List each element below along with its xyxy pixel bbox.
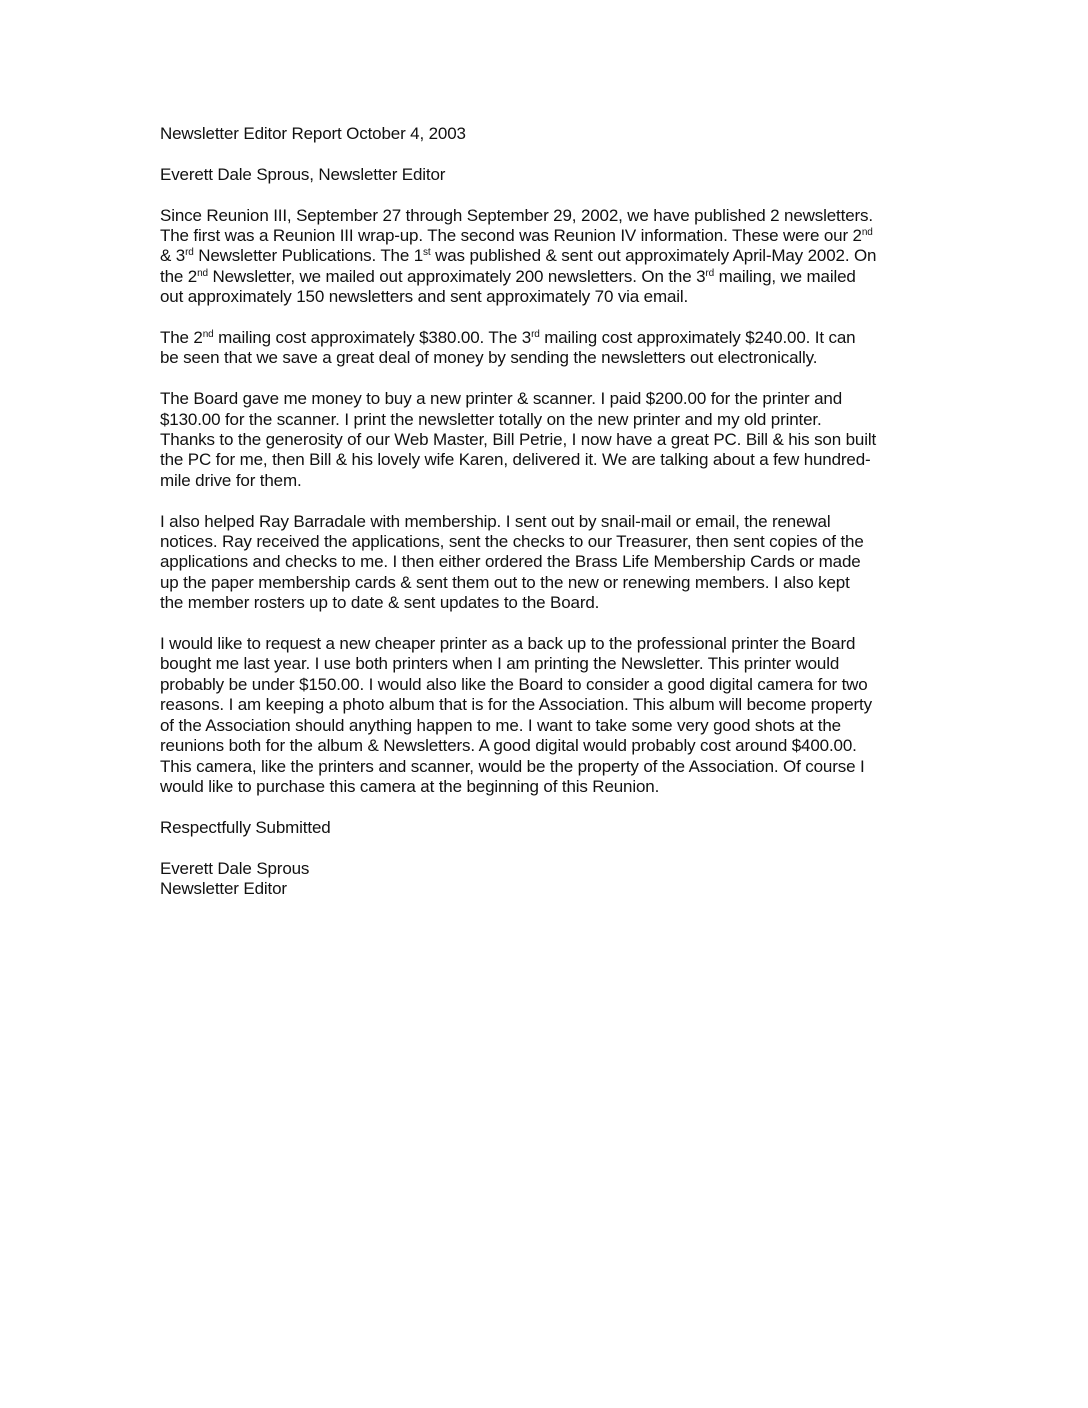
text-line: the PC for me, then Bill & his lovely wife Karen, delivered it. We are talking about a few hundred- bbox=[160, 450, 871, 470]
text-line: & 3rd Newsletter Publications. The 1st was published & sent out approximately April-May 2002. On bbox=[160, 246, 877, 266]
text-line: I also helped Ray Barradale with membership. I sent out by snail-mail or email, the renewal bbox=[160, 511, 831, 531]
text-line: mile drive for them. bbox=[160, 470, 302, 490]
signature-name: Everett Dale Sprous bbox=[160, 858, 310, 878]
text-line: Since Reunion III, September 27 through September 29, 2002, we have published 2 newsletters. bbox=[160, 205, 873, 225]
paragraph-requests bbox=[160, 634, 920, 797]
text-line: applications and checks to me. I then either ordered the Brass Life Membership Cards or made bbox=[160, 552, 861, 572]
paragraph-equipment bbox=[160, 389, 920, 491]
ordinal-suffix: rd bbox=[185, 247, 194, 259]
text-line: of the Association should anything happen to me. I want to take some very good shots at the bbox=[160, 715, 841, 735]
text-line: would like to purchase this camera at the beginning of this Reunion. bbox=[160, 776, 660, 796]
text-line: the 2nd Newsletter, we mailed out approximately 200 newsletters. On the 3rd mailing, we mailed bbox=[160, 266, 856, 286]
text-line: reasons. I am keeping a photo album that is for the Association. This album will become property bbox=[160, 695, 872, 715]
closing-line: Respectfully Submitted bbox=[160, 817, 331, 837]
report-body bbox=[160, 124, 920, 899]
text-line: be seen that we save a great deal of money by sending the newsletters out electronically. bbox=[160, 348, 818, 368]
signature-title: Newsletter Editor bbox=[160, 878, 287, 898]
text-line: The Board gave me money to buy a new printer & scanner. I paid $200.00 for the printer and bbox=[160, 389, 843, 409]
report-byline: Everett Dale Sprous, Newsletter Editor bbox=[160, 164, 446, 184]
paragraph-newsletters bbox=[160, 206, 920, 308]
ordinal-suffix: rd bbox=[705, 267, 715, 279]
ordinal-suffix: st bbox=[423, 247, 431, 259]
text-line: I would like to request a new cheaper printer as a back up to the professional printer the Board bbox=[160, 634, 856, 654]
text-line: up the paper membership cards & sent them out to the new or renewing members. I also kept bbox=[160, 572, 850, 592]
ordinal-suffix: nd bbox=[202, 329, 214, 341]
text-line: out approximately 150 newsletters and sent approximately 70 via email. bbox=[160, 287, 689, 307]
text-line: The first was a Reunion III wrap-up. The second was Reunion IV information. These were our 2nd bbox=[160, 226, 873, 245]
text-line: Thanks to the generosity of our Web Master, Bill Petrie, I now have a great PC. Bill & his son built bbox=[160, 430, 877, 450]
ordinal-suffix: nd bbox=[197, 267, 208, 279]
text-line: the member rosters up to date & sent updates to the Board. bbox=[160, 593, 600, 613]
text-line: probably be under $150.00. I would also like the Board to consider a good digital camera for two bbox=[160, 674, 868, 694]
text-line: The 2nd mailing cost approximately $380.00. The 3rd mailing cost approximately $240.00. It can bbox=[160, 328, 856, 348]
report-heading: Newsletter Editor Report October 4, 2003 bbox=[160, 124, 466, 143]
text-line: bought me last year. I use both printers when I am printing the Newsletter. This printer would bbox=[160, 654, 840, 674]
text-line: notices. Ray received the applications, sent the checks to our Treasurer, then sent copies of the bbox=[160, 532, 864, 552]
text-line: $130.00 for the scanner. I print the newsletter totally on the new printer and my old printer. bbox=[160, 409, 822, 429]
text-line: reunions both for the album & Newsletters. A good digital would probably cost around $400.00. bbox=[160, 736, 857, 756]
text-line: This camera, like the printers and scanner, would be the property of the Association. Of course I bbox=[160, 756, 865, 776]
paragraph-membership bbox=[160, 512, 920, 614]
ordinal-suffix: nd bbox=[861, 227, 873, 238]
ordinal-suffix: rd bbox=[531, 329, 540, 341]
paragraph-mailing-cost bbox=[160, 328, 920, 369]
